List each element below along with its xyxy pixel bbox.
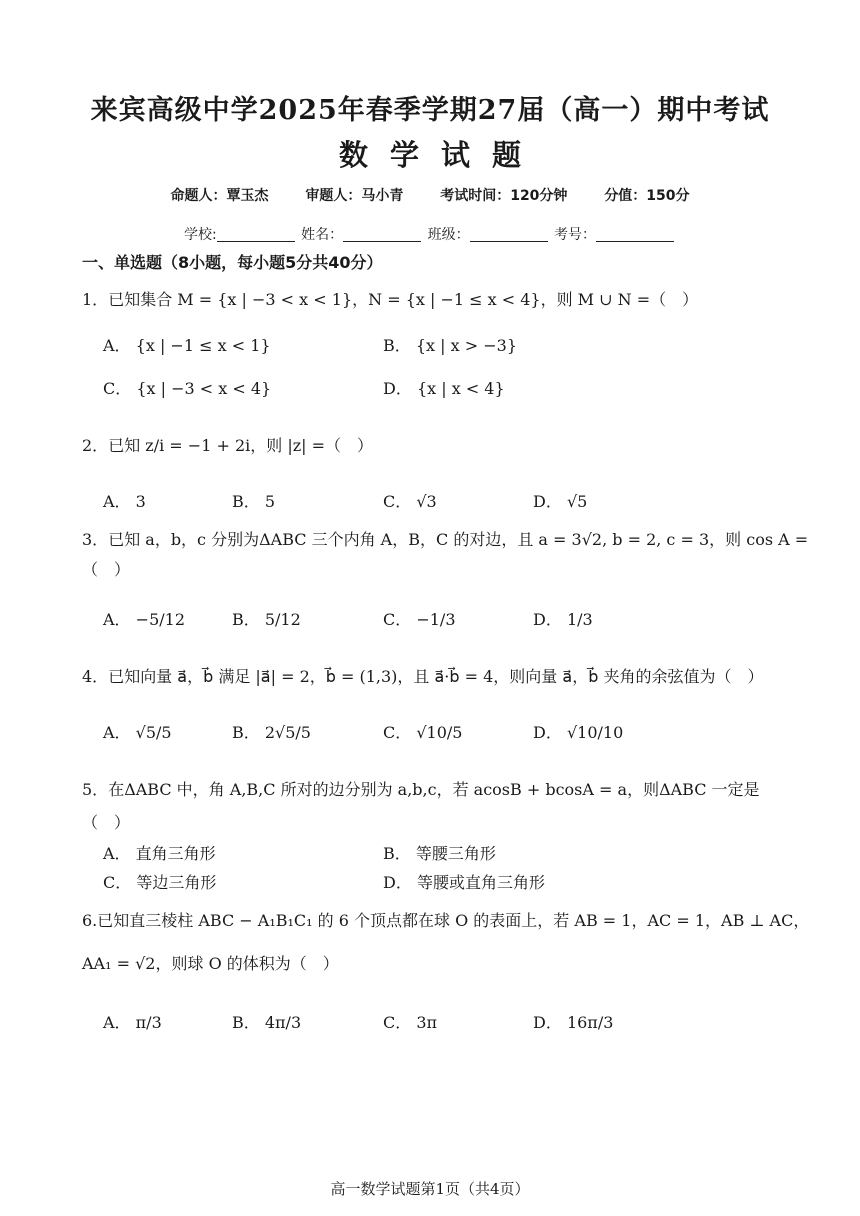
option-letter: A． [103,492,131,511]
option-letter: A． [103,723,131,742]
option-letter: D． [533,492,562,511]
question-5-option-d[interactable] [383,870,545,893]
option-text: 5 [264,492,276,511]
question-1-option-b[interactable] [383,333,517,356]
option-text: √10/10 [566,723,624,742]
option-text: 等边三角形 [136,873,217,892]
question-5-stem [82,777,760,800]
option-text: {x | −1 ≤ x < 1} [135,336,271,355]
option-letter: C． [103,379,132,398]
page-footer: 高一数学试题第1页（共4页） [330,1180,530,1198]
section-heading: 一、单选题（8小题，每小题5分共40分） [82,253,383,272]
option-text: {x | −3 < x < 4} [136,379,272,398]
meta-score: 分值：150分 [604,188,690,204]
option-text: 3π [416,1013,438,1032]
option-letter: D． [383,873,412,892]
question-number: 5． [82,780,109,799]
option-text: √10/5 [416,723,463,742]
option-letter: D． [533,723,562,742]
question-3-stem-continued: （ ） [82,560,131,579]
question-6-option-b[interactable] [232,1010,301,1033]
question-4-option-d[interactable] [533,720,623,743]
question-number: 6. [82,911,98,930]
option-text: 1/3 [566,610,593,629]
question-number: 2． [82,436,109,455]
school-label: 学校: [183,227,217,243]
name-blank[interactable] [343,227,421,242]
option-letter: A． [103,844,131,863]
question-2-option-b[interactable] [232,489,275,512]
option-letter: A． [103,610,131,629]
option-text: −1/3 [416,610,456,629]
question-1-stem [82,287,698,310]
student-info-blanks [0,224,860,244]
question-3-option-d[interactable] [533,607,593,630]
question-number: 1． [82,290,109,309]
option-letter: C． [383,610,412,629]
question-1-option-d[interactable] [383,376,505,399]
question-2-option-d[interactable] [533,489,587,512]
question-1-option-c[interactable] [103,376,271,399]
option-letter: B． [383,844,411,863]
question-6-option-d[interactable] [533,1010,613,1033]
option-text: {x | x > −3} [415,336,517,355]
meta-reviewer: 审题人：马小青 [305,188,404,204]
option-text: 4π/3 [264,1013,302,1032]
question-number: 3． [82,530,109,549]
question-6-option-a[interactable] [103,1010,162,1033]
option-letter: C． [383,723,412,742]
option-letter: B． [232,1013,260,1032]
exam-meta [0,185,860,205]
question-4-option-b[interactable] [232,720,311,743]
name-label: 姓名： [301,227,344,243]
option-letter: A． [103,336,131,355]
question-4-option-a[interactable] [103,720,172,743]
option-letter: B． [232,610,260,629]
question-text: 已知向量 a⃗，b⃗ 满足 |a⃗| = 2，b⃗ = (1,3)，且 a⃗·b⃗ = 4，则向量 a⃗，b⃗ 夹角的余弦值为（ ） [108,667,764,686]
option-text: √3 [416,492,437,511]
exam-number-label: 考号： [554,227,597,243]
option-letter: B． [383,336,411,355]
question-4-option-c[interactable] [383,720,462,743]
option-letter: D． [533,610,562,629]
question-6-option-c[interactable] [383,1010,437,1033]
option-text: 16π/3 [566,1013,614,1032]
option-text: √5/5 [135,723,172,742]
question-2-stem [82,433,373,456]
option-text: √5 [566,492,588,511]
option-text: {x | x < 4} [416,379,505,398]
option-text: 直角三角形 [135,844,216,863]
question-text: 在ΔABC 中，角 A,B,C 所对的边分别为 a,b,c，若 acosB + bcosA = a，则ΔABC 一定是 [108,780,760,799]
option-text: 5/12 [264,610,301,629]
question-5-stem-continued: （ ） [82,813,131,832]
question-2-option-c[interactable] [383,489,437,512]
question-text: 已知 a，b，c 分别为ΔABC 三个内角 A，B，C 的对边，且 a = 3√2, b = 2, c = 3，则 cos A = [108,530,809,549]
option-letter: C． [383,1013,412,1032]
exam-title: 来宾高级中学2025年春季学期27届（高一）期中考试 [90,95,770,126]
question-5-option-a[interactable] [103,841,216,864]
option-text: 等腰或直角三角形 [416,873,545,892]
option-letter: B． [232,723,260,742]
question-1-option-a[interactable] [103,333,271,356]
question-3-option-b[interactable] [232,607,301,630]
question-6-stem-continued: AA₁ = √2，则球 O 的体积为（ ） [82,954,339,973]
option-letter: D． [533,1013,562,1032]
option-letter: A． [103,1013,131,1032]
option-text: −5/12 [135,610,185,629]
question-5-option-b[interactable] [383,841,496,864]
question-3-option-c[interactable] [383,607,456,630]
option-text: 等腰三角形 [415,844,496,863]
option-letter: B． [232,492,260,511]
meta-time: 考试时间：120分钟 [440,188,568,204]
question-6-stem [82,908,809,931]
option-letter: D． [383,379,412,398]
option-text: 2√5/5 [264,723,311,742]
question-2-option-a[interactable] [103,489,146,512]
question-text: 已知直三棱柱 ABC − A₁B₁C₁ 的 6 个顶点都在球 O 的表面上，若 AB = 1，AC = 1，AB ⊥ AC， [97,911,810,930]
question-text: 已知集合 M = {x | −3 < x < 1}，N = {x | −1 ≤ x < 4}，则 M ∪ N =（ ） [108,290,699,309]
option-letter: C． [103,873,132,892]
option-text: π/3 [135,1013,162,1032]
question-3-stem [82,527,808,550]
option-letter: C． [383,492,412,511]
option-text: 3 [135,492,146,511]
question-text: 已知 z/i = −1 + 2i，则 |z| =（ ） [108,436,374,455]
exam-subtitle: 数学试题 [338,138,543,172]
exam-number-blank[interactable] [596,227,674,242]
question-5-option-c[interactable] [103,870,216,893]
school-blank[interactable] [217,227,295,242]
class-blank[interactable] [470,227,548,242]
question-number: 4． [82,667,109,686]
meta-setter: 命题人：覃玉杰 [170,188,269,204]
class-label: 班级： [427,227,470,243]
question-4-stem [82,664,763,687]
question-3-option-a[interactable] [103,607,185,630]
